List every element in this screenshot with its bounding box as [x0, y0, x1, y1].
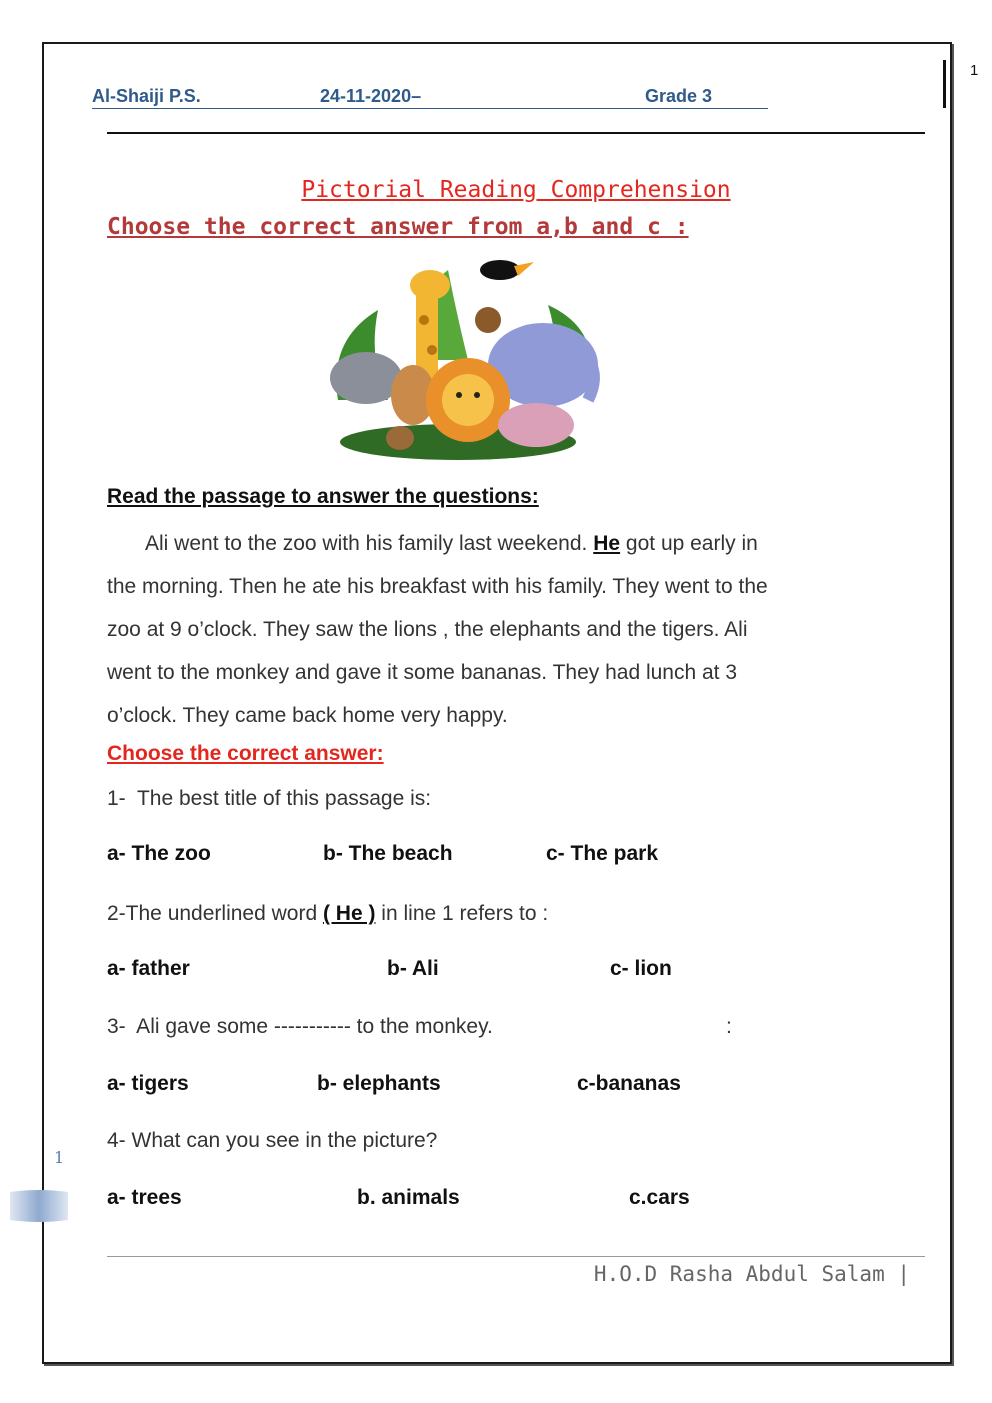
q1-option-c[interactable]: c- The park [546, 842, 659, 865]
question-1: 1- The best title of this passage is: [107, 787, 432, 810]
q2-option-c[interactable]: c- lion [610, 957, 672, 980]
q4-option-b[interactable]: b. animals [357, 1186, 460, 1209]
q3-option-a[interactable]: a- tigers [107, 1072, 189, 1095]
squirrel [386, 426, 414, 450]
toucan [480, 260, 520, 280]
q1-option-a[interactable]: a- The zoo [107, 842, 211, 865]
underlined-he: ( He ) [322, 902, 376, 925]
lion-eye-right [474, 392, 480, 398]
zoo-animals-illustration [318, 250, 608, 465]
passage-line: the morning. Then he ate his breakfast with his family. They went to the [107, 575, 768, 598]
hippo [498, 403, 574, 447]
question-4: 4- What can you see in the picture? [107, 1129, 438, 1152]
side-marker: 1 [54, 1148, 65, 1167]
header-underline [92, 108, 768, 109]
header-divider [107, 132, 925, 134]
q4-option-c[interactable]: c.cars [629, 1186, 690, 1209]
reading-heading: Read the passage to answer the questions: [107, 485, 539, 508]
underlined-word: He [593, 532, 621, 555]
lion-face [442, 374, 494, 426]
q1-option-b[interactable]: b- The beach [323, 842, 453, 865]
q3-option-b[interactable]: b- elephants [317, 1072, 441, 1095]
header-date: 24-11-2020– [320, 86, 422, 106]
school-name: Al-Shaiji P.S. [92, 86, 201, 106]
reading-passage [107, 522, 917, 737]
page-edge-bar [943, 60, 946, 108]
q2-option-a[interactable]: a- father [107, 957, 190, 980]
question-2: 2-The underlined word ( He ) in line 1 refers to : [107, 902, 549, 925]
monkey-head [475, 307, 501, 333]
passage-line: went to the monkey and gave it some bananas. They had lunch at 3 [107, 661, 738, 684]
question-3: 3- Ali gave some ----------- to the monkey. [107, 1015, 493, 1038]
passage-line: o’clock. They came back home very happy. [107, 704, 508, 727]
passage-line: zoo at 9 o’clock. They saw the lions , the elephants and the tigers. Ali [107, 618, 748, 641]
giraffe-spot [419, 315, 429, 325]
footer-divider [107, 1256, 925, 1257]
giraffe-head [410, 270, 450, 300]
giraffe-spot-2 [427, 345, 437, 355]
q3-option-c[interactable]: c-bananas [577, 1072, 681, 1095]
question-3-trailing: : [726, 1015, 732, 1038]
worksheet-instruction: Choose the correct answer from a,b and c : [107, 214, 689, 240]
questions-heading: Choose the correct answer: [107, 742, 384, 765]
header-grade: Grade 3 [645, 86, 713, 106]
page-tab-icon [10, 1188, 68, 1224]
page-number: 1 [970, 62, 979, 79]
passage-line: Ali went to the zoo with his family last weekend. He got up early in [145, 532, 758, 555]
q4-option-a[interactable]: a- trees [107, 1186, 182, 1209]
worksheet-title: Pictorial Reading Comprehension [301, 177, 731, 203]
footer-author: H.O.D Rasha Abdul Salam | [593, 1262, 910, 1286]
lion-eye-left [456, 392, 462, 398]
q2-option-b[interactable]: b- Ali [387, 957, 439, 980]
